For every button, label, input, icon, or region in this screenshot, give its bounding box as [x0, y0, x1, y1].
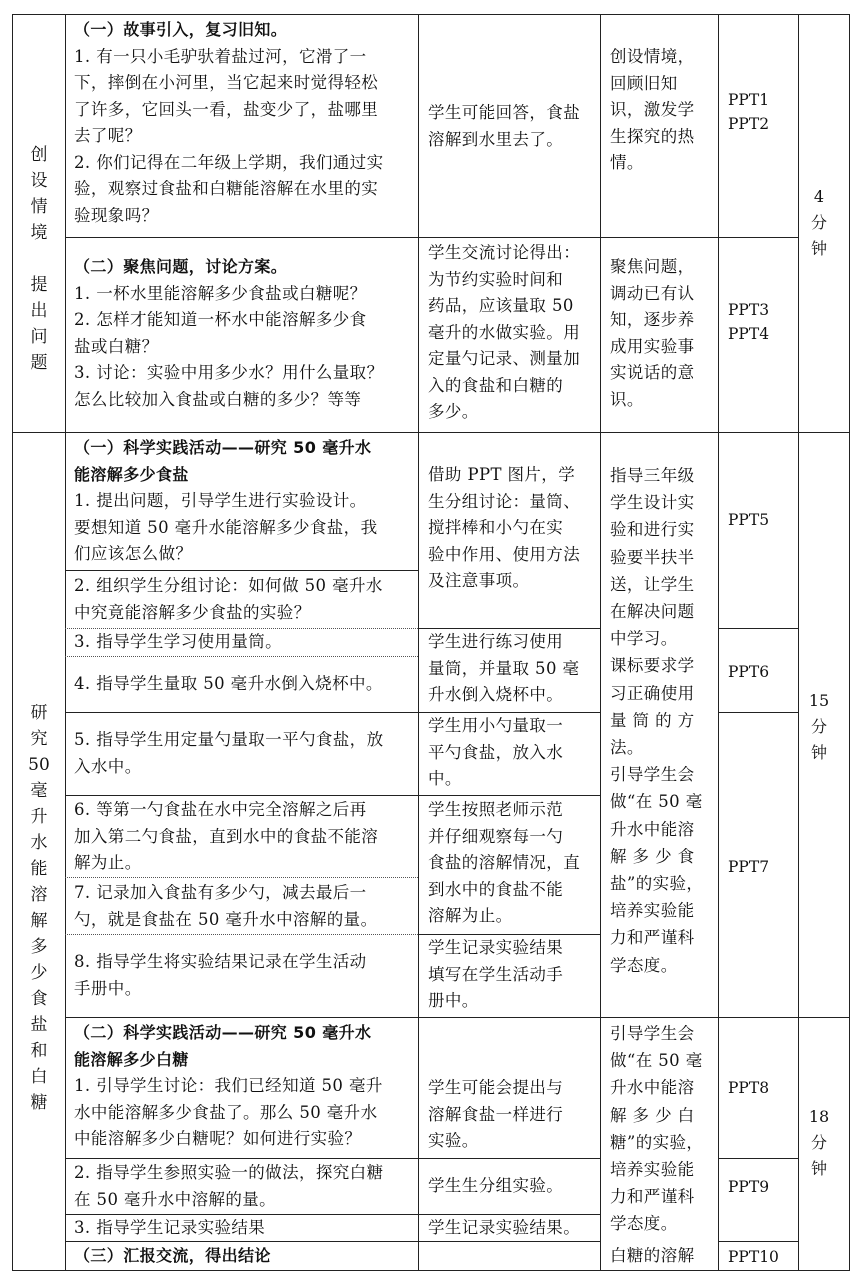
sugar-ppt-b: PPT9 [728, 1178, 770, 1196]
content-line: 6. 等第一勺食盐在水中完全溶解之后再 [74, 800, 367, 819]
intent-line: 解 多 少 食 [610, 846, 695, 866]
salt-student-a [428, 462, 598, 595]
intent-line: 力和严谨科 [610, 928, 695, 948]
content-line: 3. 讨论：实验中用多少水？用什么量取？ [74, 363, 384, 382]
section1-part1-intent [610, 44, 716, 177]
duration-char: 分 [810, 213, 827, 232]
student-line: 学生交流讨论得出： [428, 243, 581, 262]
section1-part2-title: （二）聚焦问题，讨论方案。 [74, 257, 288, 276]
content-line: 水中能溶解多少食盐了。那么 50 毫升水 [74, 1102, 378, 1122]
student-line: 入的食盐和白糖的 [428, 375, 564, 395]
row-divider-salt-5 [65, 795, 600, 796]
sugar-duration [804, 1104, 834, 1182]
section2-label-char: 究 [30, 729, 48, 749]
student-line: 册中。 [428, 991, 479, 1010]
content-line: 入水中。 [74, 756, 142, 776]
row-divider-ppt-2 [718, 712, 798, 713]
salt-step3 [74, 629, 416, 656]
intent-line: 回顾旧知 [610, 73, 678, 93]
salt-step8 [74, 949, 416, 1002]
section2-label [24, 700, 54, 1116]
content-line: 要想知道 50 毫升水能溶解多少食盐，我 [74, 517, 378, 537]
student-line: 量筒，并量取 50 毫 [428, 658, 580, 678]
section-divider-1 [12, 432, 850, 433]
content-line: 手册中。 [74, 978, 142, 998]
intent-line: 成用实验事 [610, 336, 695, 356]
content-line: 中究竟能溶解多少食盐的实验？ [74, 602, 311, 622]
content-line: 1. 引导学生讨论：我们已经知道 50 毫升 [74, 1076, 383, 1095]
report-title: （三）汇报交流，得出结论 [74, 1246, 271, 1265]
student-line: 验中作用、使用方法 [428, 544, 581, 564]
intent-line: 法。 [610, 738, 644, 758]
content-line: 解为止。 [74, 853, 142, 872]
content-line: 们应该怎么做？ [74, 544, 193, 563]
column-divider-1 [65, 14, 66, 1271]
duration-char: 4 [813, 187, 825, 206]
section1-duration [804, 184, 834, 262]
intent-line: 解 多 少 白 [610, 1105, 695, 1125]
section1-label-char: 创 [30, 145, 48, 165]
content-line: 验现象吗？ [74, 205, 159, 225]
student-line: 毫升的水做实验。用 [428, 322, 581, 342]
student-line: 学生进行练习使用 [428, 632, 564, 651]
section1-part2-content [74, 254, 416, 413]
student-line: 学生记录实验结果。 [428, 1218, 581, 1237]
section2-label-char: 多 [30, 937, 48, 957]
student-line: 定量勺记录、测量加 [428, 349, 581, 368]
row-divider-ppt-4 [718, 1241, 798, 1242]
section2-label-char: 白 [30, 1067, 48, 1087]
content-line: 3. 指导学生记录实验结果 [74, 1218, 266, 1237]
duration-char: 钟 [810, 239, 827, 258]
content-line: 4. 指导学生量取 50 毫升水倒入烧杯中。 [74, 674, 383, 693]
salt-title-line: 能溶解多少食盐 [74, 464, 189, 484]
duration-char: 钟 [810, 743, 827, 762]
intent-line: 课标要求学 [610, 656, 695, 676]
section1-label-char: 问 [30, 327, 48, 347]
student-line: 到水中的食盐不能 [428, 879, 564, 899]
intent-line: 创设情境， [610, 47, 695, 66]
student-line: 升水倒入烧杯中。 [428, 685, 564, 704]
content-line: 下，摔倒在小河里，当它起来时觉得轻松 [74, 73, 379, 92]
salt-student-d [428, 797, 598, 930]
section1-part2-ppt [728, 298, 769, 346]
sugar-student-c [428, 1215, 598, 1242]
ppt-ref: PPT2 [728, 115, 770, 133]
intent-line: 情。 [610, 153, 644, 172]
sugar-student-a [428, 1075, 598, 1155]
student-line: 溶解为止。 [428, 906, 513, 925]
student-line: 并仔细观察每一勺 [428, 826, 564, 846]
intent-line: 升水中能溶 [610, 1078, 695, 1098]
content-line: 2. 指导学生参照实验一的做法，探究白糖 [74, 1163, 384, 1182]
section2-label-char: 解 [30, 911, 48, 931]
sugar-intent [610, 1020, 716, 1238]
content-line: 1. 一杯水里能溶解多少食盐或白糖呢？ [74, 283, 367, 303]
sugar-title-line: （二）科学实践活动——研究 50 毫升水 [74, 1023, 372, 1042]
column-divider-5 [798, 14, 799, 1271]
section2-label-char: 50 [28, 755, 50, 775]
duration-char: 分 [810, 717, 827, 736]
row-divider-sugar-1 [65, 1158, 600, 1159]
salt-student-c [428, 713, 598, 793]
salt-student-e [428, 935, 598, 1015]
sugar-ppt-a: PPT8 [728, 1079, 770, 1097]
sugar-student-b [428, 1173, 598, 1200]
intent-line: 培养实验能 [610, 901, 695, 921]
student-line: 为节约实验时间和 [428, 269, 564, 289]
content-line: 2. 你们记得在二年级上学期，我们通过实 [74, 152, 384, 172]
section2-label-char: 升 [30, 807, 48, 827]
intent-line: 指导三年级 [610, 466, 695, 485]
intent-line: 做“在 50 毫 [610, 1051, 703, 1071]
intent-line: 聚焦问题， [610, 257, 695, 276]
section1-label-char: 境 [30, 223, 48, 243]
student-line: 搅拌棒和小勺在实 [428, 518, 564, 537]
student-line: 多少。 [428, 402, 479, 421]
student-line: 平勺食盐，放入水 [428, 742, 564, 762]
student-line: 学生生分组实验。 [428, 1176, 564, 1195]
salt-ppt-c: PPT7 [728, 858, 770, 876]
student-line: 学生可能会提出与 [428, 1078, 564, 1097]
intent-line: 做“在 50 毫 [610, 792, 703, 812]
student-line: 及注意事项。 [428, 571, 530, 590]
section2-label-char: 盐 [30, 1015, 48, 1035]
intent-line: 生探究的热 [610, 126, 695, 146]
salt-duration [804, 688, 834, 766]
student-line: 学生按照老师示范 [428, 800, 564, 819]
content-line: 1. 提出问题，引导学生进行实验设计。 [74, 491, 367, 510]
report-ppt: PPT10 [728, 1248, 779, 1266]
section1-part2-student [428, 240, 598, 426]
salt-step4 [74, 671, 416, 698]
ppt-ref: PPT4 [728, 325, 770, 343]
content-line: 8. 指导学生将实验结果记录在学生活动 [74, 952, 367, 971]
intent-line: 识，激发学 [610, 100, 695, 119]
row-divider-salt-6 [65, 877, 418, 878]
section1-part2-intent [610, 254, 716, 413]
section2-label-char: 研 [30, 703, 48, 723]
content-line: 盐或白糖？ [74, 336, 159, 356]
content-line: 2. 怎样才能知道一杯水中能溶解多少食 [74, 310, 367, 329]
content-line: 5. 指导学生用定量勺量取一平勺食盐，放 [74, 730, 384, 749]
section1-label-char: 出 [30, 301, 48, 321]
section1-label [24, 142, 54, 376]
sugar-step3 [74, 1215, 416, 1242]
student-line: 借助 PPT 图片，学 [428, 465, 576, 484]
section2-label-char: 和 [30, 1041, 48, 1061]
student-line: 食盐的溶解情况，直 [428, 853, 581, 872]
row-divider-salt-7 [65, 934, 418, 935]
section2-label-char: 糖 [30, 1093, 48, 1113]
content-line: 怎么比较加入食盐或白糖的多少？等等 [74, 389, 362, 409]
student-line: 生分组讨论：量筒、 [428, 491, 581, 511]
section2-label-char: 溶 [30, 885, 48, 905]
content-line: 验，观察过食盐和白糖能溶解在水里的实 [74, 179, 379, 198]
intent-line: 学态度。 [610, 1214, 678, 1234]
salt-title-and-step1 [74, 435, 416, 568]
intent-line: 引导学生会 [610, 1024, 695, 1043]
row-divider-1 [65, 237, 798, 238]
student-line: 药品，应该量取 50 [428, 296, 574, 315]
sugar-step2 [74, 1160, 416, 1213]
intent-line: 学态度。 [610, 955, 678, 975]
salt-title-line: （一）科学实践活动——研究 50 毫升水 [74, 438, 372, 457]
section1-label-char: 提 [30, 275, 48, 295]
salt-step2 [74, 573, 416, 626]
intent-line: 送，让学生 [610, 574, 695, 594]
content-line: 去了呢？ [74, 126, 142, 145]
column-divider-3 [600, 14, 601, 1271]
intent-line: 验和进行实 [610, 520, 695, 540]
student-line: 中。 [428, 769, 462, 788]
section2-label-char: 毫 [30, 781, 48, 801]
section2-label-char: 能 [30, 859, 48, 879]
row-divider-salt-3 [65, 656, 418, 657]
salt-step7 [74, 880, 416, 933]
intent-line: 升水中能溶 [610, 819, 695, 839]
intent-line: 验要半扶半 [610, 547, 695, 567]
student-line: 实验。 [428, 1131, 479, 1150]
intent-line: 盐”的实验， [610, 874, 704, 894]
intent-line: 在解决问题 [610, 602, 695, 622]
duration-char: 钟 [810, 1159, 827, 1178]
content-line: 3. 指导学生学习使用量筒。 [74, 632, 283, 651]
ppt-ref: PPT3 [728, 301, 770, 319]
salt-ppt-a: PPT5 [728, 511, 770, 529]
intent-line: 糖”的实验， [610, 1132, 704, 1152]
salt-student-b [428, 629, 598, 709]
student-line: 溶解食盐一样进行 [428, 1104, 564, 1124]
intent-line: 实说话的意 [610, 363, 695, 382]
section1-part1-content [74, 17, 416, 229]
intent-line: 引导学生会 [610, 765, 695, 785]
content-line: 在 50 毫升水中溶解的量。 [74, 1189, 277, 1209]
student-line: 学生记录实验结果 [428, 938, 564, 957]
table-border-top [12, 14, 850, 15]
intent-line: 量 筒 的 方 [610, 710, 695, 730]
intent-line: 知，逐步养 [610, 310, 695, 329]
salt-step6 [74, 797, 416, 877]
section1-label-char: 题 [30, 353, 48, 373]
table-border-right [849, 14, 850, 1271]
content-line: 2. 组织学生分组讨论：如何做 50 毫升水 [74, 576, 383, 595]
column-divider-2 [418, 14, 419, 1271]
duration-char: 18 [808, 1107, 830, 1126]
intent-line: 力和严谨科 [610, 1187, 695, 1207]
row-divider-ppt-1 [718, 628, 798, 629]
row-divider-salt-1 [65, 570, 418, 571]
ppt-ref: PPT1 [728, 91, 770, 109]
duration-char: 分 [810, 1133, 827, 1152]
student-line: 溶解到水里去了。 [428, 129, 564, 149]
sugar-title-line: 能溶解多少白糖 [74, 1049, 189, 1069]
content-line: 7. 记录加入食盐有多少勺，减去最后一 [74, 883, 367, 902]
table-border-left [12, 14, 13, 1271]
section-divider-sugar [65, 1017, 850, 1018]
row-divider-ppt-3 [718, 1158, 798, 1159]
content-line: 了许多，它回头一看，盐变少了，盐哪里 [74, 99, 379, 119]
column-divider-4 [718, 14, 719, 1271]
content-line: 1. 有一只小毛驴驮着盐过河，它滑了一 [74, 46, 367, 66]
salt-intent [610, 462, 716, 979]
section1-label-char: 情 [30, 197, 48, 217]
student-line: 学生可能回答，食盐 [428, 103, 581, 122]
section2-label-char: 食 [30, 989, 48, 1009]
student-line: 填写在学生活动手 [428, 964, 564, 984]
report-intent: 白糖的溶解 [610, 1246, 695, 1265]
sugar-title-and-step1 [74, 1020, 416, 1153]
student-line: 学生用小勺量取一 [428, 716, 564, 735]
salt-ppt-b: PPT6 [728, 663, 770, 681]
section1-part1-student [428, 100, 598, 153]
intent-line: 习正确使用 [610, 683, 695, 703]
intent-line: 识。 [610, 389, 644, 409]
section1-part1-ppt [728, 88, 769, 136]
intent-line: 中学习。 [610, 629, 678, 649]
intent-line: 培养实验能 [610, 1160, 695, 1180]
table-border-bottom [12, 1270, 850, 1271]
salt-step5 [74, 727, 416, 780]
intent-line: 学生设计实 [610, 493, 695, 513]
section1-part1-title: （一）故事引入，复习旧知。 [74, 20, 288, 39]
intent-line: 调动已有认 [610, 283, 695, 303]
content-line: 加入第二勺食盐，直到水中的食盐不能溶 [74, 826, 379, 846]
section1-label-char: 设 [30, 171, 48, 191]
duration-char: 15 [808, 691, 830, 710]
content-line: 中能溶解多少白糖呢？如何进行实验？ [74, 1129, 362, 1148]
content-line: 勺，就是食盐在 50 毫升水中溶解的量。 [74, 909, 378, 929]
section2-label-char: 少 [30, 963, 48, 983]
section2-label-char: 水 [30, 833, 48, 853]
